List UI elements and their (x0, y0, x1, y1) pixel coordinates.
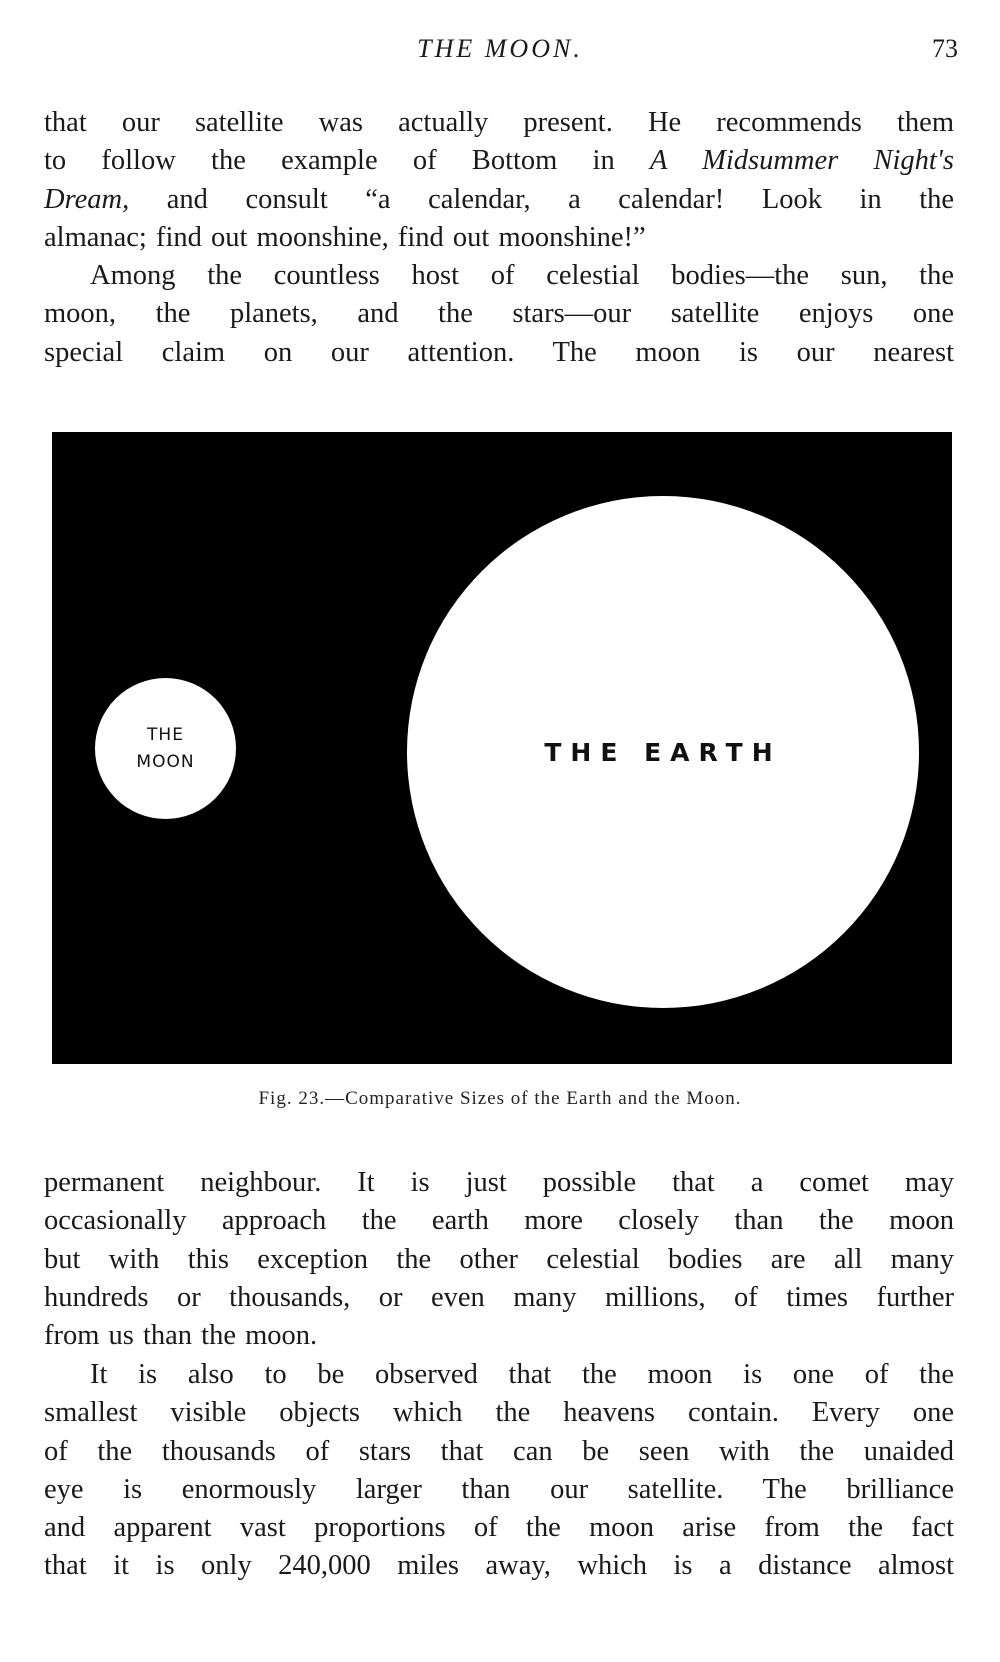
italic-title: Dream, (44, 183, 130, 215)
text-line: and apparent vast proportions of the moon arise from the fact (44, 1512, 954, 1544)
running-title: THE MOON. (417, 34, 583, 63)
text-line: from us than the moon. (44, 1320, 318, 1352)
paragraph-3 (44, 1164, 954, 1355)
paragraph-4 (44, 1356, 954, 1586)
page-number: 73 (932, 34, 958, 63)
moon-label-line: MOON (136, 751, 195, 772)
text-line: special claim on our attention. The moon is our nearest (44, 336, 954, 368)
text-segment: and consult “a calendar, a calendar! Look in the (166, 183, 955, 215)
text-line: of the thousands of stars that can be seen with the unaided (44, 1435, 954, 1467)
text-line (44, 142, 954, 180)
moon-label-line: THE (147, 724, 184, 745)
figure-caption: Fig. 23.—Comparative Sizes of the Earth and the Moon. (258, 1088, 742, 1109)
text-line: that it is only 240,000 miles away, which is a distance almost (44, 1550, 954, 1582)
text-line: that our satellite was actually present. He recommends them (44, 107, 954, 138)
earth-label: THE EARTH (544, 737, 782, 767)
earth-disc (407, 496, 919, 1008)
text-line: almanac; find out moonshine, find out moonshine!” (44, 221, 646, 253)
text-line: Among the countless host of celestial bodies—the sun, the (90, 260, 954, 291)
paragraph-2 (44, 257, 954, 372)
text-line (44, 181, 954, 219)
italic-title: A Midsummer Night's (649, 145, 954, 177)
text-line: smallest visible objects which the heavens contain. Every one (44, 1397, 954, 1429)
text-line: It is also to be observed that the moon is one of the (90, 1359, 954, 1390)
moon-label (136, 722, 194, 776)
moon-disc (95, 678, 236, 819)
text-segment: to follow the example of Bottom in (44, 145, 615, 177)
text-line: hundreds or thousands, or even many millions, of times further (44, 1281, 954, 1313)
text-line: but with this exception the other celestial bodies are all many (44, 1243, 954, 1275)
running-head (0, 34, 1000, 74)
text-line: occasionally approach the earth more closely than the moon (44, 1205, 954, 1237)
paragraph-1 (44, 104, 954, 257)
text-line: permanent neighbour. It is just possible that a comet may (44, 1167, 954, 1198)
text-line: eye is enormously larger than our satellite. The brilliance (44, 1473, 954, 1505)
text-line: moon, the planets, and the stars—our satellite enjoys one (44, 298, 954, 330)
comparison-figure (52, 432, 952, 1064)
